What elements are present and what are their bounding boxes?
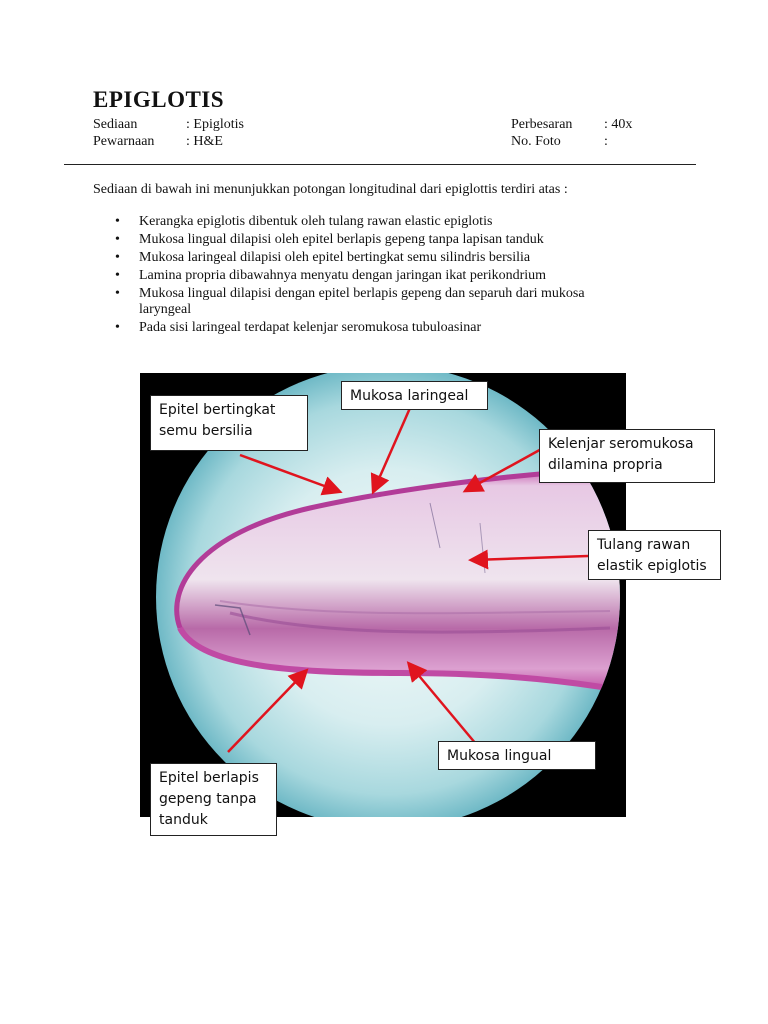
arrow-tulang-rawan	[473, 556, 588, 560]
meta-value: : H&E	[186, 134, 223, 149]
list-item: • Mukosa lingual dilapisi dengan epitel berlapis gepeng dan separuh dari mukosa laryngeal	[112, 286, 632, 318]
arrow-mukosa-lingual	[410, 665, 476, 744]
meta-label: Sediaan	[93, 117, 138, 132]
meta-value: : Epiglotis	[186, 117, 244, 132]
label-mukosa-laringeal: Mukosa laringeal	[341, 381, 488, 410]
list-item: • Lamina propria dibawahnya menyatu dengan jaringan ikat perikondrium	[112, 268, 632, 284]
label-epitel-berlapis: Epitel berlapis gepeng tanpa tanduk	[150, 763, 277, 836]
list-item: • Mukosa lingual dilapisi oleh epitel berlapis gepeng tanpa lapisan tanduk	[112, 232, 632, 248]
arrow-epitel-berlapis	[228, 672, 305, 752]
meta-label: Perbesaran	[511, 117, 573, 132]
list-item: • Kerangka epiglotis dibentuk oleh tulang rawan elastic epiglotis	[112, 214, 632, 230]
arrow-mukosa-laringeal	[374, 408, 410, 490]
meta-value: : 40x	[604, 117, 633, 132]
meta-label: No. Foto	[511, 134, 561, 149]
list-item: • Pada sisi laringeal terdapat kelenjar seromukosa tubuloasinar	[112, 320, 632, 336]
arrow-kelenjar	[467, 447, 545, 490]
intro-text: Sediaan di bawah ini menunjukkan potongan longitudinal dari epiglottis terdiri atas :	[93, 182, 568, 197]
label-mukosa-lingual: Mukosa lingual	[438, 741, 596, 770]
label-kelenjar-seromukosa: Kelenjar seromukosa dilamina propria	[539, 429, 715, 483]
label-tulang-rawan: Tulang rawan elastik epiglotis	[588, 530, 721, 580]
arrow-epitel-bertingkat	[240, 455, 338, 491]
list-item: • Mukosa laringeal dilapisi oleh epitel bertingkat semu silindris bersilia	[112, 250, 632, 266]
label-epitel-bertingkat: Epitel bertingkat semu bersilia	[150, 395, 308, 451]
document-title: EPIGLOTIS	[93, 87, 225, 112]
meta-label: Pewarnaan	[93, 134, 155, 149]
meta-value: :	[604, 134, 608, 149]
